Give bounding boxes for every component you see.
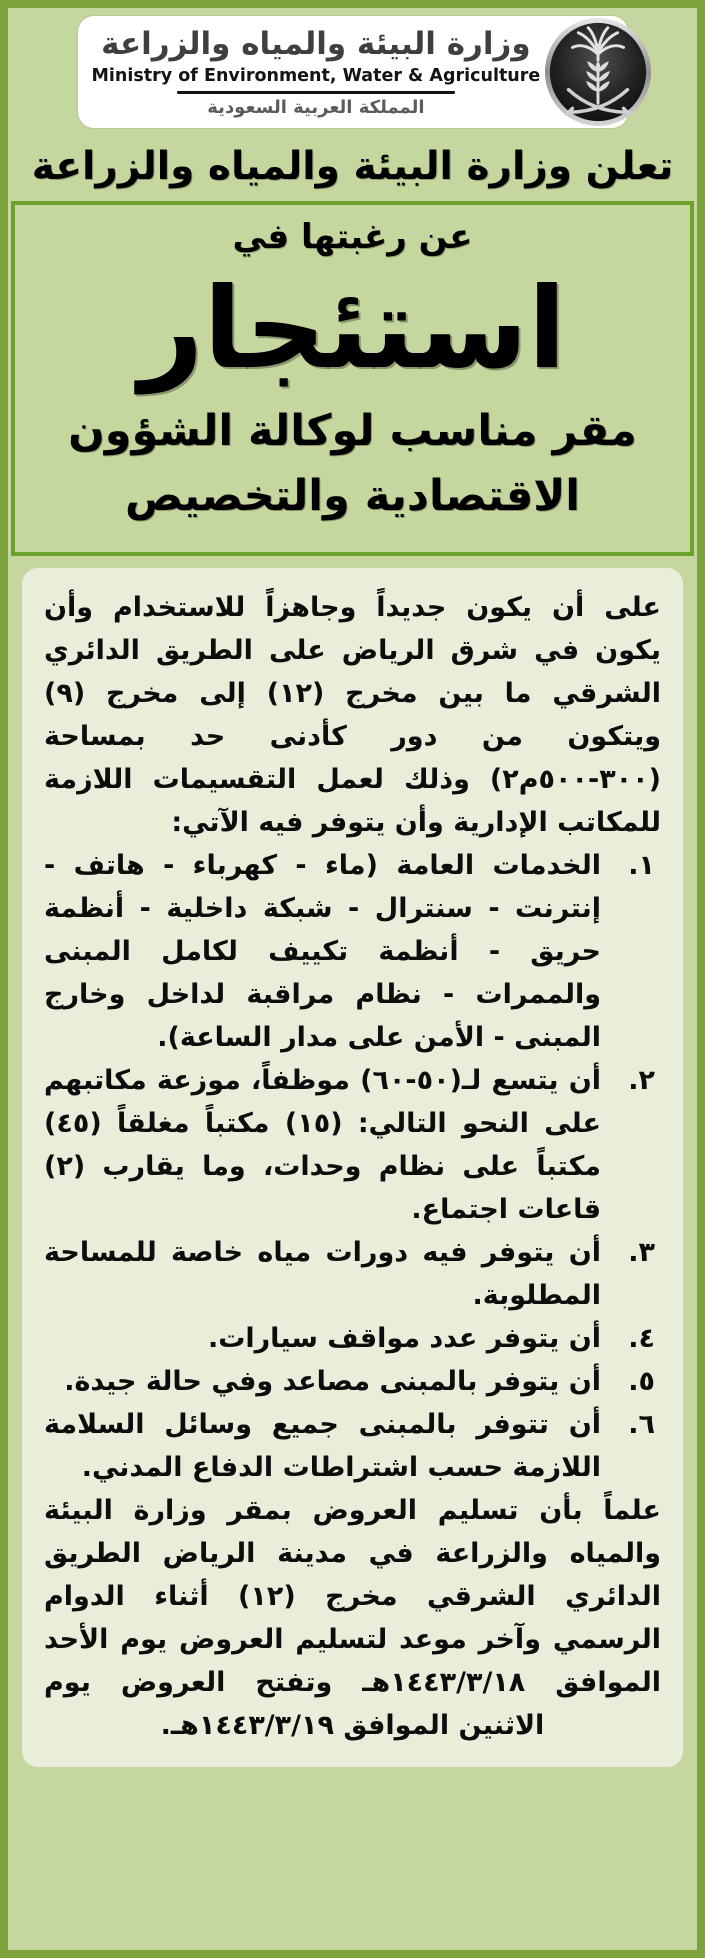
requirements-intro: على أن يكون جديداً وجاهزاً للاستخدام وأن يكون في شرق الرياض على الطريق الدائري الشرقي ما بين مخرج (١٢) إلى مخرج (٩) ويتكون من دور كأدنى حد بمساحة (٣٠٠-٥٠٠م٢) وذلك لعمل التقسيمات اللازمة للمكاتب الإدارية وأن يتوفر فيه الآتي:	[44, 592, 661, 838]
item-text: الخدمات العامة (ماء - كهرباء - هاتف - إنترنت - سنترال - شبكة داخلية - أنظمة حريق - أنظمة تكييف لكامل المبنى والممرات - نظام مراقبة لداخل وخارج المبنى - الأمن على مدار الساعة).	[44, 850, 601, 1053]
requirement-item-3	[44, 1231, 661, 1317]
item-text: أن يتوفر فيه دورات مياه خاصة للمساحة المطلوبة.	[44, 1237, 601, 1311]
ministry-name-english: Ministry of Environment, Water & Agriculture	[91, 65, 541, 86]
intro-phrase: عن رغبتها في	[232, 217, 473, 257]
header-divider	[177, 91, 455, 94]
item-number: ٦.	[628, 1409, 655, 1440]
requirement-item-2	[44, 1059, 661, 1231]
ministry-name-arabic: وزارة البيئة والمياه والزراعة	[101, 26, 531, 63]
ministry-header-card	[78, 16, 628, 128]
subject-line-1: مقر مناسب لوكالة الشؤون	[68, 406, 637, 456]
keyword-rent: استئجار	[138, 264, 567, 394]
requirement-item-1	[44, 844, 661, 1059]
item-text: أن يتوفر بالمبنى مصاعد وفي حالة جيدة.	[64, 1366, 601, 1397]
requirement-item-6	[44, 1403, 661, 1489]
kingdom-name: المملكة العربية السعودية	[207, 97, 425, 119]
item-number: ١.	[628, 850, 655, 881]
item-number: ٢.	[628, 1065, 655, 1096]
announcement-headline: تعلن وزارة البيئة والمياه والزراعة	[31, 144, 674, 189]
subject-line-2: الاقتصادية والتخصيص	[125, 470, 580, 521]
submission-closing-text: علماً بأن تسليم العروض بمقر وزارة البيئة والمياه والزراعة في مدينة الرياض الطريق الدائري الشرقي مخرج (١٢) أثناء الدوام الرسمي وآخر موعد لتسليم العروض يوم الأحد الموافق ١٤٤٣/٣/١٨هـ وتفتح العروض يوم الاثنين الموافق ١٤٤٣/٣/١٩هـ.	[44, 1495, 661, 1741]
requirement-item-4	[44, 1317, 661, 1360]
subject-box	[11, 201, 694, 556]
item-number: ٤.	[628, 1323, 655, 1354]
ministry-header-text	[92, 25, 541, 118]
item-number: ٣.	[628, 1237, 655, 1268]
ministry-logo-icon	[540, 16, 656, 128]
requirement-item-5	[44, 1360, 661, 1403]
item-text: أن يتوفر عدد مواقف سيارات.	[208, 1323, 601, 1354]
item-text: أن يتسع لـ(٥٠-٦٠) موظفاً، موزعة مكاتبهم على النحو التالي: (١٥) مكتباً مغلقاً (٤٥) مكتباً على نظام وحدات، وما يقارب (٢) قاعات اجتماع.	[44, 1065, 601, 1225]
item-number: ٥.	[628, 1366, 655, 1397]
item-text: أن تتوفر بالمبنى جميع وسائل السلامة اللازمة حسب اشتراطات الدفاع المدني.	[44, 1409, 601, 1483]
requirements-panel	[22, 568, 683, 1767]
